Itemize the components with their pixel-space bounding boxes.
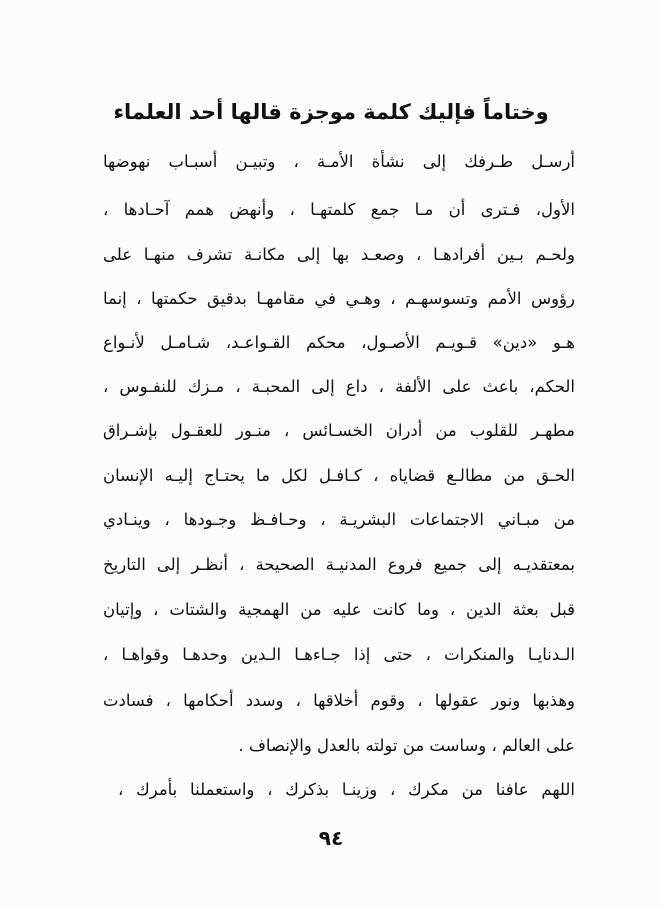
text-line: الحـق من مطالـع قضاياه ، كـافـل لكل ما يحتـاج إليـه الإنسان — [103, 466, 575, 485]
text-line: مطهـر للقلوب من أدران الخسـائس ، منـور للعقـول بإشـراق — [103, 421, 575, 440]
text-line: اللهم عافنا من مكرك ، وزينـا بذكرك ، واستعملنا بأمرك ، — [118, 780, 575, 799]
text-line: الـدنايـا والمنكرات ، حتى إذا جـاءهـا الـدين وحدهـا وقواهـا ، — [103, 645, 575, 664]
text-line: أرسـل طـرفك إلى نشأة الأمـة ، وتبيـن أسبـاب نهوضها — [103, 152, 575, 171]
text-line: من مبـاني الاجتماعات البشريـة ، وحـافـظ وجـودها ، وينـادي — [103, 510, 575, 529]
page-number: ٩٤ — [318, 826, 344, 850]
text-line: هـو «دين» قـويـم الأصـول، محكم القـواعـد، شـامـل لأنـواع — [103, 333, 575, 352]
text-line: الأول، فـترى أن مـا جمع كلمتهـا ، وأنهض همم آحـادها ، — [103, 200, 575, 219]
text-line: الحكم، باعث على الألفة ، داع إلى المحبـة ، مـزك للنفـوس ، — [103, 377, 575, 396]
text-line: على العالم ، وساست من تولته بالعدل والإنصاف . — [238, 736, 575, 755]
text-line: وهذبها ونور عقولها ، وقوم أخلاقها ، وسدد أحكامها ، فسادت — [103, 691, 575, 710]
text-line: بمعتقديـه إلى جميع فروع المدنيـة الصحيحة ، أنظـر إلى التاريخ — [103, 555, 575, 574]
section-heading: وختاماً فإليك كلمة موجزة قالها أحد العلماء — [113, 100, 549, 124]
text-line: قبل بعثة الدين ، وما كانت عليه من الهمجية والشتات ، وإتيان — [103, 600, 575, 619]
text-line: رؤوس الأمم وتسوسهـم ، وهـي في مقامهـا بدقيق حكمتها ، إنما — [103, 289, 575, 308]
text-line: ولحـم بـين أفرادهـا ، وصعـد بها إلى مكانـة تشرف منهـا على — [103, 245, 575, 264]
